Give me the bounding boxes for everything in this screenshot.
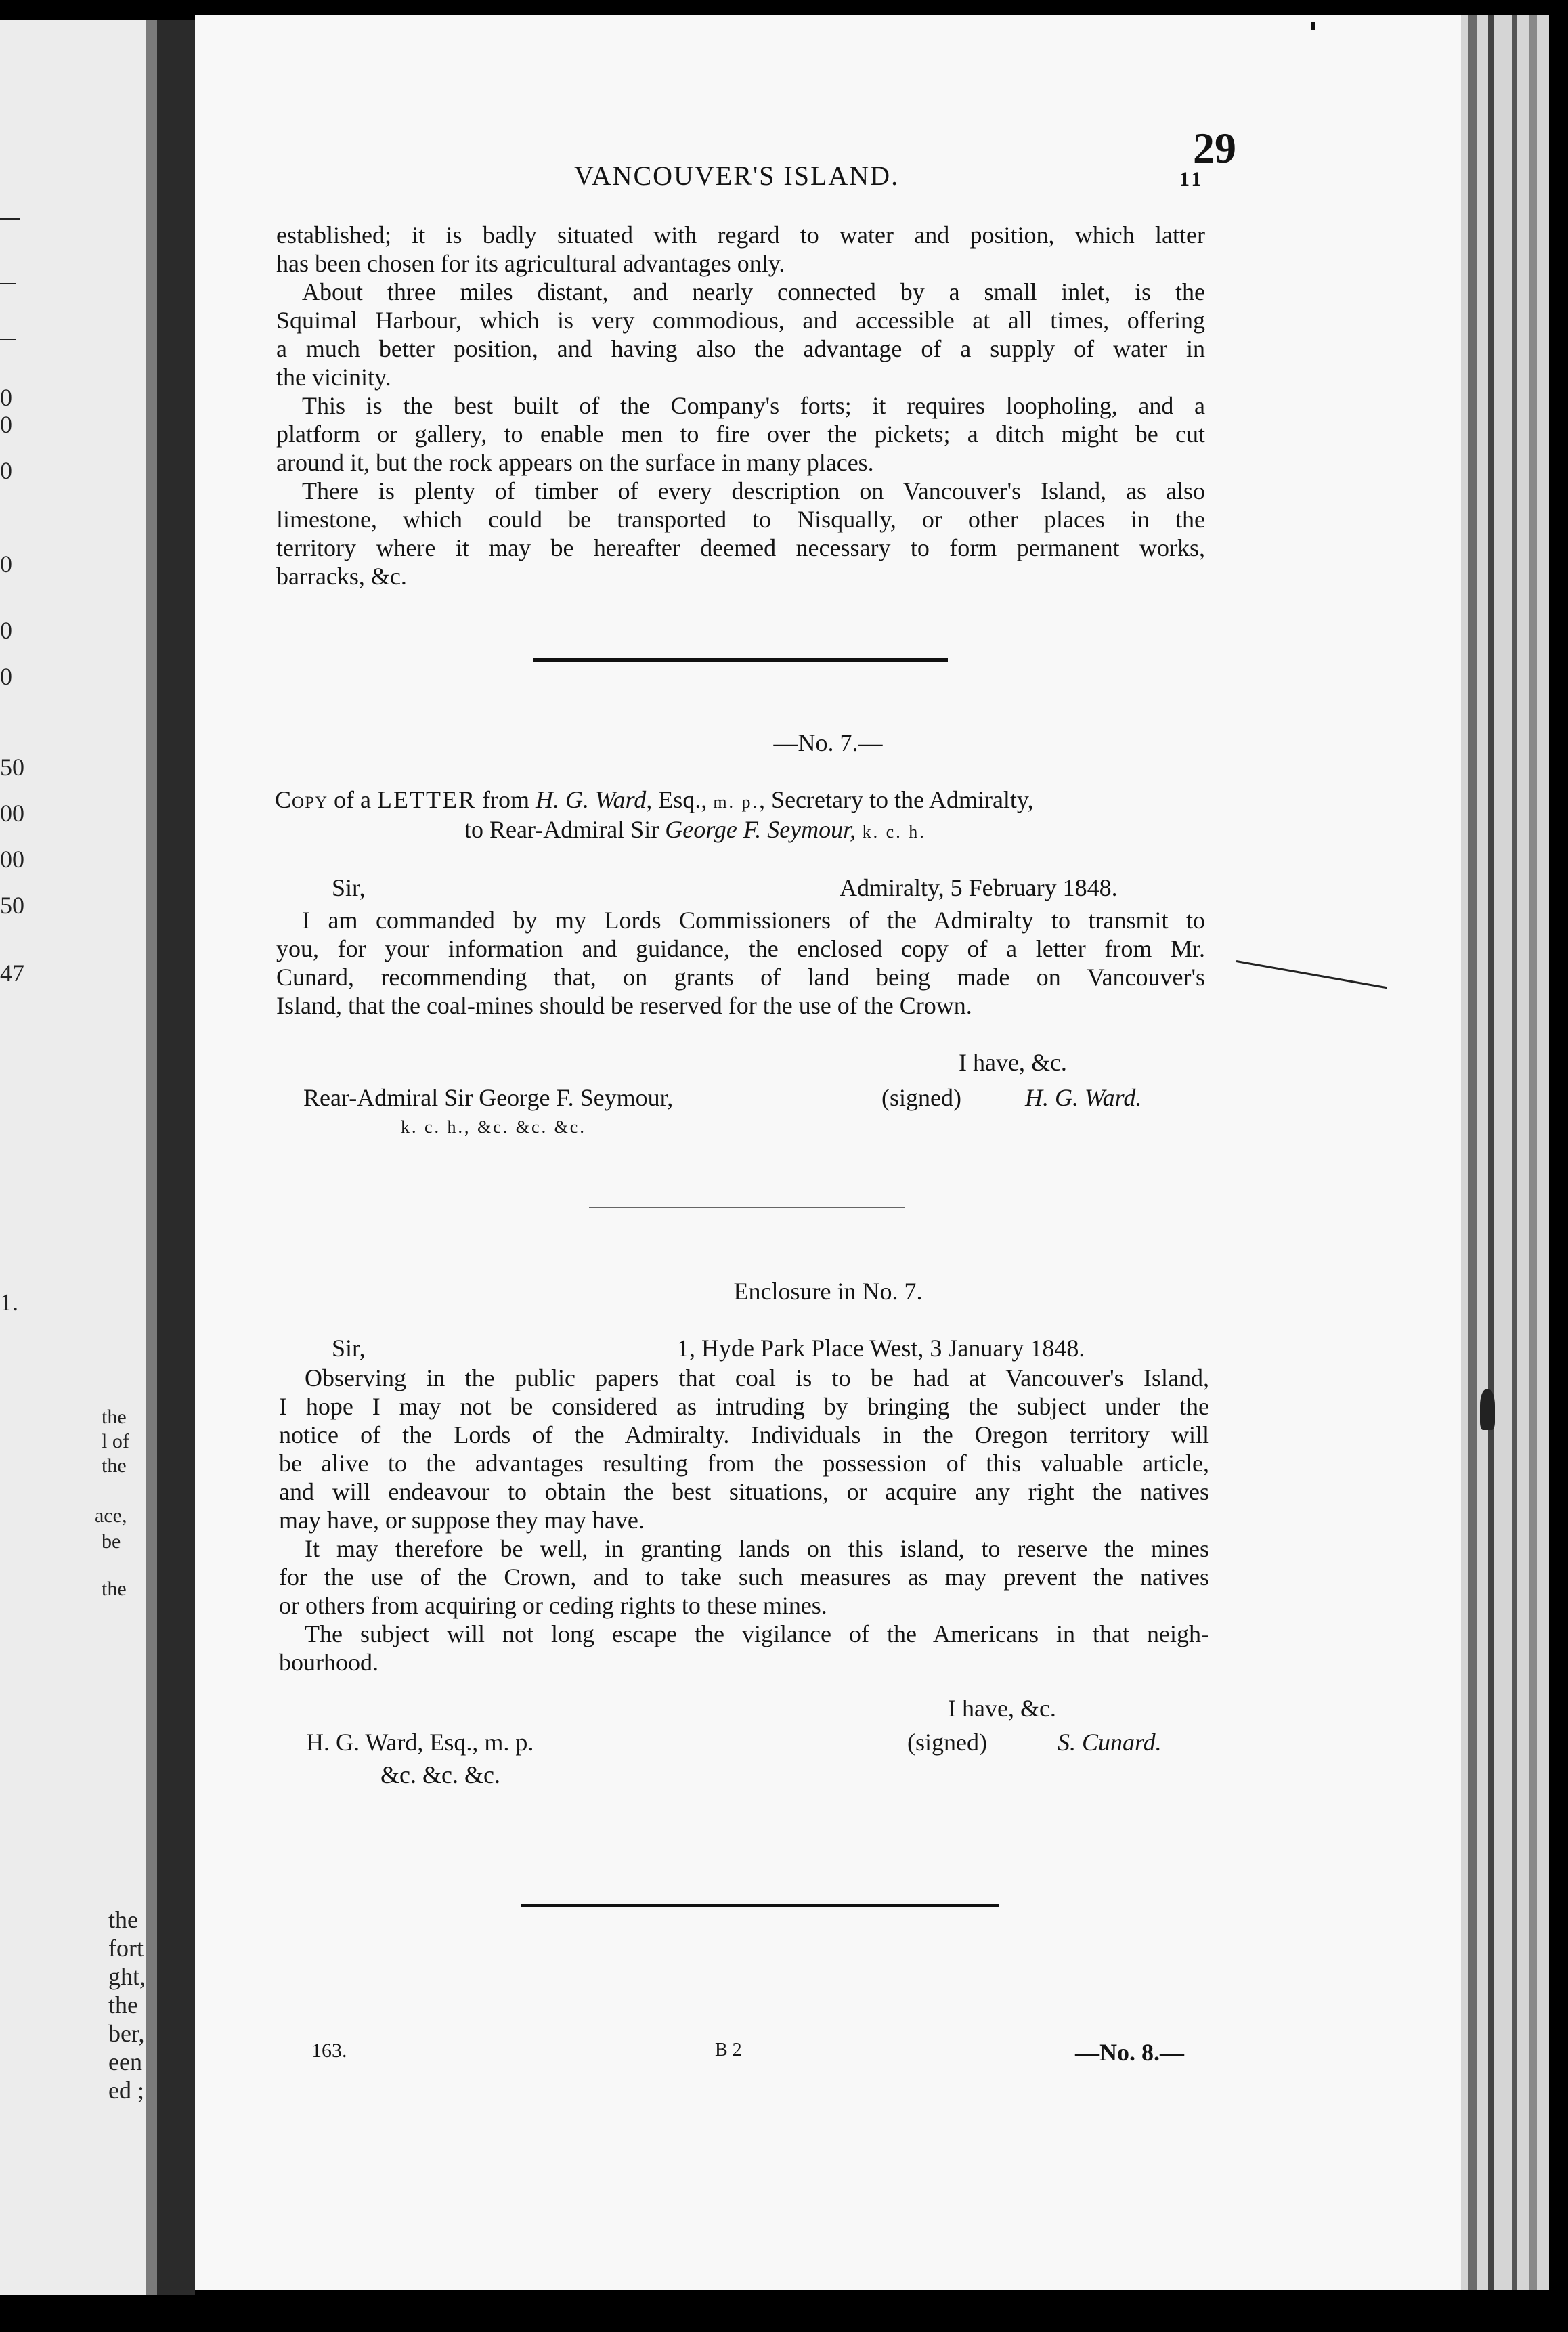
text-line: for the use of the Crown, and to take such measures as may prevent the natives [279, 1563, 1209, 1591]
left-rule [0, 283, 16, 284]
enclosure-signed-label: (signed) [907, 1729, 987, 1756]
left-fragment: the [108, 1991, 138, 2018]
text-line: a much better position, and having also the advantage of a supply of water in [276, 335, 1205, 362]
letter-addressee-line2: k. c. h., &c. &c. &c. [401, 1117, 586, 1137]
section-divider [533, 658, 948, 662]
text-line: bourhood. [279, 1649, 378, 1676]
left-fragment: ace, [95, 1505, 127, 1527]
letter-date: Admiralty, 5 February 1848. [840, 874, 1118, 901]
left-fragment: l of [102, 1430, 129, 1452]
left-fragment: ght, [108, 1963, 146, 1990]
enclosure-closing: I have, &c. [948, 1695, 1056, 1722]
left-fragment: the [102, 1406, 127, 1428]
text-line: It may therefore be well, in granting lands on this island, to reserve the mines [305, 1535, 1209, 1562]
enclosure-addressee-line2: &c. &c. &c. [380, 1761, 500, 1788]
speck-mark [1311, 22, 1315, 30]
text-line: I hope I may not be considered as intruding by bringing the subject under the [279, 1393, 1209, 1420]
left-fragment: 00 [0, 800, 24, 827]
left-fragment: 0 [0, 617, 12, 644]
left-fragment: ber, [108, 2020, 145, 2047]
left-fragment: 0 [0, 384, 12, 411]
letter-body [276, 906, 1205, 1020]
enclosure-date: 1, Hyde Park Place West, 3 January 1848. [677, 1335, 1085, 1362]
left-fragment: 0 [0, 663, 12, 690]
left-fragment: be [102, 1530, 121, 1553]
text-line: established; it is badly situated with regard to water and position, which latter [276, 221, 1205, 249]
book-gutter [157, 20, 195, 2295]
left-fragment: ed ; [108, 2077, 144, 2104]
text-line: The subject will not long escape the vigilance of the Americans in that neigh- [305, 1620, 1209, 1647]
text-line: has been chosen for its agricultural advantages only. [276, 250, 785, 277]
short-divider [589, 1207, 905, 1208]
left-fragment: fort [108, 1935, 144, 1962]
letter-salutation: Sir, [332, 874, 366, 901]
running-header: VANCOUVER'S ISLAND. [574, 160, 900, 191]
text-line: Cunard, recommending that, on grants of land being made on Vancouver's [276, 964, 1205, 991]
footer-print-number: 163. [311, 2039, 347, 2062]
text-line: Squimal Harbour, which is very commodious, and accessible at all times, offering [276, 307, 1205, 334]
text-line: There is plenty of timber of every description on Vancouver's Island, as also [302, 477, 1205, 504]
left-fragment: 00 [0, 846, 24, 873]
left-fragment: 50 [0, 754, 24, 781]
enclosure-paragraph-2 [279, 1534, 1209, 1620]
stacked-page-edges [1461, 15, 1549, 2290]
text-line: I am commanded by my Lords Commissioners of the Admiralty to transmit to [302, 907, 1205, 934]
text-line: the vicinity. [276, 364, 391, 391]
left-rule [0, 339, 16, 340]
left-fragment: 50 [0, 892, 24, 919]
left-fragment: 0 [0, 550, 12, 578]
left-fragment: 0 [0, 411, 12, 438]
text-line: barracks, &c. [276, 563, 407, 590]
paragraph-forts [276, 391, 1205, 477]
enclosure-paragraph-3 [279, 1620, 1209, 1677]
text-line: around it, but the rock appears on the surface in many places. [276, 449, 874, 476]
text-line: About three miles distant, and nearly connected by a small inlet, is the [302, 278, 1205, 305]
left-fragment: 1. [0, 1289, 18, 1316]
left-fragment: the [108, 1906, 138, 1933]
letter-signature: H. G. Ward. [1025, 1084, 1142, 1111]
enclosure-heading: Enclosure in No. 7. [733, 1278, 923, 1305]
letter-title-line2: to Rear-Admiral Sir George F. Seymour, k. c. h. [464, 816, 926, 843]
left-fragment: 47 [0, 959, 24, 987]
left-fragment: the [102, 1578, 127, 1600]
left-page-edge [146, 20, 157, 2295]
letter-addressee: Rear-Admiral Sir George F. Seymour, [303, 1084, 674, 1111]
left-fragment: the [102, 1454, 127, 1477]
paragraph-timber [276, 477, 1205, 590]
text-line: territory where it may be hereafter deemed necessary to form permanent works, [276, 534, 1205, 561]
letter-closing: I have, &c. [959, 1049, 1067, 1076]
text-line: you, for your information and guidance, the enclosed copy of a letter from Mr. [276, 935, 1205, 962]
enclosure-salutation: Sir, [332, 1335, 366, 1362]
left-fragment: een [108, 2048, 142, 2075]
page-edge-mark [1480, 1389, 1495, 1430]
text-line: or others from acquiring or ceding rights to these mines. [279, 1592, 827, 1619]
letter-title-line1: Copy of a LETTER from H. G. Ward, Esq., m. p., Secretary to the Admiralty, [275, 786, 1034, 813]
text-line: Island, that the coal-mines should be reserved for the use of the Crown. [276, 992, 972, 1019]
text-line: limestone, which could be transported to Nisqually, or other places in the [276, 506, 1205, 533]
paragraph-intro [276, 221, 1205, 278]
text-line: may have, or suppose they may have. [279, 1507, 645, 1534]
footer-catchword: —No. 8.— [1075, 2039, 1184, 2066]
signature-mark: 11 [1179, 168, 1204, 190]
enclosure-addressee: H. G. Ward, Esq., m. p. [306, 1729, 534, 1756]
section-divider [521, 1904, 999, 1907]
letter-number-heading: —No. 7.— [773, 729, 883, 756]
text-line: Observing in the public papers that coal is to be had at Vancouver's Island, [305, 1364, 1209, 1391]
text-line: platform or gallery, to enable men to fire over the pickets; a ditch might be cut [276, 420, 1205, 448]
text-line: and will endeavour to obtain the best situations, or acquire any right the natives [279, 1478, 1209, 1505]
text-line: be alive to the advantages resulting from the possession of this valuable article, [279, 1450, 1209, 1477]
paragraph-squimal [276, 278, 1205, 391]
page-number: 29 [1193, 124, 1236, 172]
left-rule [0, 218, 20, 220]
letter-signed-label: (signed) [881, 1084, 961, 1111]
text-line: This is the best built of the Company's forts; it requires loopholing, and a [302, 392, 1205, 419]
footer-signature: B 2 [715, 2039, 742, 2060]
enclosure-signature: S. Cunard. [1058, 1729, 1162, 1756]
left-facing-page [0, 20, 157, 2295]
left-fragment: 0 [0, 457, 12, 484]
enclosure-body [279, 1364, 1209, 1534]
text-line: notice of the Lords of the Admiralty. Individuals in the Oregon territory will [279, 1421, 1209, 1448]
